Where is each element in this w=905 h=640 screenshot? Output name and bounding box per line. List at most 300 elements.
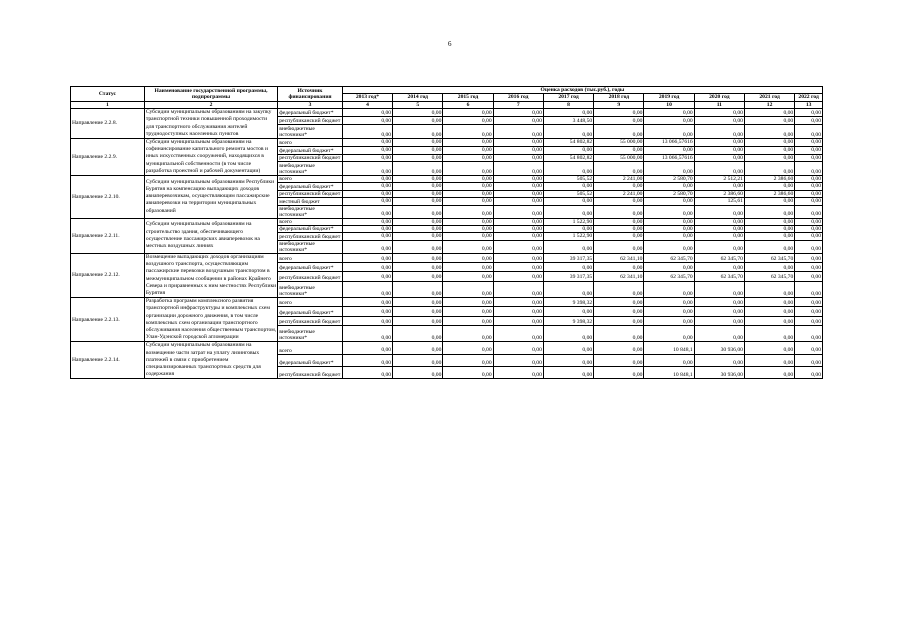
amount-cell: 0,00 xyxy=(443,154,493,162)
amount-cell: 0,00 xyxy=(493,190,543,197)
amount-cell: 1 522,90 xyxy=(543,233,593,240)
header-col-number: 2 xyxy=(144,101,277,108)
funding-source: всего xyxy=(278,298,343,307)
amount-cell: 0,00 xyxy=(644,198,694,205)
amount-cell: 505,52 xyxy=(543,176,593,183)
funding-source: федеральный бюджет* xyxy=(278,146,343,154)
amount-cell: 0,00 xyxy=(694,307,744,316)
amount-cell: 0,00 xyxy=(744,162,794,176)
amount-cell: 0,00 xyxy=(493,354,543,366)
amount-cell: 0,00 xyxy=(493,205,543,218)
amount-cell: 0,00 xyxy=(694,226,744,233)
amount-cell: 0,00 xyxy=(694,117,744,125)
amount-cell: 0,00 xyxy=(694,326,744,342)
funding-source: внебюджетные источники* xyxy=(278,240,343,253)
amount-cell: 0,00 xyxy=(393,190,443,197)
header-col-number: 11 xyxy=(694,101,744,108)
amount-cell: 0,00 xyxy=(644,205,694,218)
amount-cell: 0,00 xyxy=(795,109,823,117)
funding-source: внебюджетные источники* xyxy=(278,205,343,218)
amount-cell: 62 345,70 xyxy=(744,272,794,281)
amount-cell: 0,00 xyxy=(342,240,392,253)
amount-cell: 0,00 xyxy=(594,109,644,117)
amount-cell: 0,00 xyxy=(594,307,644,316)
amount-cell: 0,00 xyxy=(795,205,823,218)
amount-cell: 0,00 xyxy=(543,183,593,190)
amount-cell: 0,00 xyxy=(443,307,493,316)
amount-cell: 0,00 xyxy=(393,263,443,272)
amount-cell: 0,00 xyxy=(644,307,694,316)
amount-cell: 0,00 xyxy=(694,125,744,139)
amount-cell: 0,00 xyxy=(694,139,744,147)
amount-cell: 0,00 xyxy=(393,117,443,125)
amount-cell: 0,00 xyxy=(744,281,794,297)
amount-cell: 0,00 xyxy=(443,342,493,354)
amount-cell: 0,00 xyxy=(694,233,744,240)
funding-source: внебюджетные источники* xyxy=(278,326,343,342)
program-name: Субсидии муниципальным образованиям на возмещение части затрат на уплату лизинговых платежей в связи с приобретением специализированных транспортных средств для содержания xyxy=(144,342,277,379)
funding-source: федеральный бюджет* xyxy=(278,109,343,117)
amount-cell: 0,00 xyxy=(594,205,644,218)
funding-source: федеральный бюджет* xyxy=(278,226,343,233)
amount-cell: 0,00 xyxy=(493,198,543,205)
direction-status: Направление 2.2.8. xyxy=(71,109,145,139)
amount-cell: 0,00 xyxy=(493,298,543,307)
funding-source: внебюджетные источники* xyxy=(278,162,343,176)
amount-cell: 39 317,35 xyxy=(543,272,593,281)
amount-cell: 0,00 xyxy=(694,281,744,297)
amount-cell: 0,00 xyxy=(342,281,392,297)
direction-status: Направление 2.2.10. xyxy=(71,176,145,219)
header-year: 2017 год xyxy=(543,94,593,101)
amount-cell: 55 000,00 xyxy=(594,154,644,162)
amount-cell: 0,00 xyxy=(443,326,493,342)
amount-cell: 0,00 xyxy=(744,205,794,218)
table-row xyxy=(71,218,823,225)
amount-cell: 10 848,1 xyxy=(644,366,694,378)
amount-cell: 0,00 xyxy=(393,183,443,190)
direction-status: Направление 2.2.9. xyxy=(71,139,145,176)
amount-cell: 0,00 xyxy=(795,176,823,183)
amount-cell: 0,00 xyxy=(393,226,443,233)
amount-cell: 0,00 xyxy=(393,233,443,240)
amount-cell: 0,00 xyxy=(644,109,694,117)
amount-cell: 0,00 xyxy=(493,233,543,240)
header-year: 2022 год xyxy=(795,94,823,101)
amount-cell: 0,00 xyxy=(795,218,823,225)
amount-cell: 0,00 xyxy=(393,342,443,354)
amount-cell: 0,00 xyxy=(644,263,694,272)
table-row xyxy=(71,342,823,354)
amount-cell: 0,00 xyxy=(744,342,794,354)
amount-cell: 0,00 xyxy=(443,198,493,205)
header-year: 2021 год xyxy=(744,94,794,101)
amount-cell: 0,00 xyxy=(744,240,794,253)
amount-cell: 0,00 xyxy=(342,272,392,281)
header-year: 2020 год xyxy=(694,94,744,101)
amount-cell: 0,00 xyxy=(342,146,392,154)
amount-cell: 0,00 xyxy=(393,205,443,218)
amount-cell: 0,00 xyxy=(443,190,493,197)
amount-cell: 62 345,70 xyxy=(744,253,794,262)
budget-table xyxy=(70,86,823,379)
amount-cell: 0,00 xyxy=(644,226,694,233)
amount-cell: 54 802,82 xyxy=(543,154,593,162)
amount-cell: 0,00 xyxy=(744,307,794,316)
amount-cell: 0,00 xyxy=(795,354,823,366)
program-name: Субсидии муниципальным образованиям на строительство здания, обеспечивающего осуществление пассажирских авиаперевозок на местных воздушных линиях xyxy=(144,218,277,253)
amount-cell: 2 241,00 xyxy=(594,190,644,197)
amount-cell: 54 802,82 xyxy=(543,139,593,147)
program-name: Разработка программ комплексного развития транспортной инфраструктуры и комплексных схем организации дорожного движения, в том числе комплексных схем организации транспортного обслуживания населения общественным транспортом, Улан-Удэнской городской агломерации xyxy=(145,298,277,341)
amount-cell: 0,00 xyxy=(694,316,744,325)
amount-cell: 0,00 xyxy=(393,146,443,154)
amount-cell: 0,00 xyxy=(795,342,823,354)
header-year: 2013 год* xyxy=(342,94,392,101)
amount-cell: 0,00 xyxy=(342,307,392,316)
amount-cell: 0,00 xyxy=(342,198,392,205)
header-col-number: 8 xyxy=(543,101,593,108)
funding-source: всего xyxy=(278,139,343,147)
amount-cell: 0,00 xyxy=(443,117,493,125)
header-col-number: 13 xyxy=(795,101,823,108)
amount-cell: 0,00 xyxy=(744,218,794,225)
amount-cell: 0,00 xyxy=(795,233,823,240)
amount-cell: 0,00 xyxy=(493,272,543,281)
funding-source: республиканский бюджет xyxy=(278,316,343,325)
amount-cell: 0,00 xyxy=(795,117,823,125)
amount-cell: 0,00 xyxy=(594,263,644,272)
amount-cell: 55 000,00 xyxy=(594,139,644,147)
program-name: Субсидии муниципальным образованиям на закупку транспортной техники повышенной проходимости для транспортного обслуживания жителей труднодоступных населенных пунктов xyxy=(144,109,277,139)
amount-cell: 0,00 xyxy=(443,146,493,154)
header-col-number: 12 xyxy=(744,101,794,108)
amount-cell: 0,00 xyxy=(493,162,543,176)
amount-cell: 0,00 xyxy=(744,198,794,205)
amount-cell: 0,00 xyxy=(543,366,593,378)
amount-cell: 62 341,10 xyxy=(594,253,644,262)
amount-cell: 0,00 xyxy=(744,109,794,117)
amount-cell: 0,00 xyxy=(493,281,543,297)
amount-cell: 0,00 xyxy=(443,316,493,325)
amount-cell: 30 936,00 xyxy=(694,342,744,354)
amount-cell: 0,00 xyxy=(594,298,644,307)
amount-cell: 0,00 xyxy=(493,139,543,147)
amount-cell: 0,00 xyxy=(644,298,694,307)
funding-source: республиканский бюджет xyxy=(279,233,341,240)
amount-cell: 0,00 xyxy=(594,281,644,297)
amount-cell: 0,00 xyxy=(594,342,644,354)
direction-status: Направление 2.2.13. xyxy=(71,298,145,342)
amount-cell: 0,00 xyxy=(493,117,543,125)
header-estimate: Оценка расходов (тыс.руб.), годы xyxy=(342,87,822,94)
amount-cell: 0,00 xyxy=(342,298,392,307)
amount-cell: 0,00 xyxy=(744,298,794,307)
funding-source: республиканский бюджет xyxy=(278,366,343,378)
amount-cell: 9 398,32 xyxy=(543,316,593,325)
amount-cell: 0,00 xyxy=(342,226,392,233)
amount-cell: 0,00 xyxy=(443,272,493,281)
amount-cell: 0,00 xyxy=(393,307,443,316)
header-col-number: 10 xyxy=(644,101,694,108)
amount-cell: 0,00 xyxy=(493,326,543,342)
table-row xyxy=(71,176,823,183)
amount-cell: 0,00 xyxy=(393,139,443,147)
amount-cell: 0,00 xyxy=(543,162,593,176)
amount-cell: 1 522,90 xyxy=(543,218,593,225)
amount-cell: 0,00 xyxy=(443,240,493,253)
amount-cell: 0,00 xyxy=(493,183,543,190)
amount-cell: 0,00 xyxy=(795,281,823,297)
amount-cell: 0,00 xyxy=(543,263,593,272)
amount-cell: 0,00 xyxy=(393,176,443,183)
amount-cell: 0,00 xyxy=(342,183,392,190)
amount-cell: 0,00 xyxy=(342,326,392,342)
amount-cell: 0,00 xyxy=(393,354,443,366)
amount-cell: 0,00 xyxy=(543,146,593,154)
amount-cell: 505,52 xyxy=(543,190,593,197)
amount-cell: 0,00 xyxy=(594,240,644,253)
amount-cell: 2 386,60 xyxy=(744,176,794,183)
amount-cell: 0,00 xyxy=(744,366,794,378)
funding-source: всего xyxy=(278,176,343,183)
amount-cell: 0,00 xyxy=(744,154,794,162)
amount-cell: 0,00 xyxy=(493,176,543,183)
amount-cell: 0,00 xyxy=(694,218,744,225)
amount-cell: 0,00 xyxy=(795,162,823,176)
header-source: Источник финансирования xyxy=(278,87,343,102)
amount-cell: 0,00 xyxy=(443,139,493,147)
amount-cell: 0,00 xyxy=(493,218,543,225)
funding-source: внебюджетные источники* xyxy=(278,125,343,139)
amount-cell: 0,00 xyxy=(543,226,593,233)
funding-source: всего xyxy=(278,253,343,262)
amount-cell: 0,00 xyxy=(795,366,823,378)
amount-cell: 0,00 xyxy=(594,366,644,378)
amount-cell: 0,00 xyxy=(443,354,493,366)
amount-cell: 0,00 xyxy=(393,154,443,162)
amount-cell: 0,00 xyxy=(744,316,794,325)
header-col-number: 6 xyxy=(443,101,493,108)
amount-cell: 0,00 xyxy=(543,240,593,253)
amount-cell: 0,00 xyxy=(443,366,493,378)
amount-cell: 0,00 xyxy=(342,218,392,225)
amount-cell: 0,00 xyxy=(694,354,744,366)
amount-cell: 0,00 xyxy=(644,281,694,297)
amount-cell: 0,00 xyxy=(594,162,644,176)
amount-cell: 0,00 xyxy=(342,190,392,197)
amount-cell: 0,00 xyxy=(795,154,823,162)
funding-source: всего xyxy=(278,342,343,354)
amount-cell: 62 345,70 xyxy=(644,272,694,281)
amount-cell: 0,00 xyxy=(694,146,744,154)
amount-cell: 0,00 xyxy=(795,263,823,272)
amount-cell: 0,00 xyxy=(644,146,694,154)
amount-cell: 0,00 xyxy=(342,263,392,272)
amount-cell: 2 580,70 xyxy=(644,176,694,183)
table-row xyxy=(71,298,823,307)
funding-source: республиканский бюджет xyxy=(278,272,343,281)
table-row xyxy=(71,139,823,147)
amount-cell: 0,00 xyxy=(342,205,392,218)
amount-cell: 30 936,00 xyxy=(694,366,744,378)
amount-cell: 13 066,57616 xyxy=(644,154,694,162)
amount-cell: 0,00 xyxy=(594,226,644,233)
amount-cell: 0,00 xyxy=(594,354,644,366)
amount-cell: 0,00 xyxy=(393,253,443,262)
amount-cell: 0,00 xyxy=(393,109,443,117)
amount-cell: 0,00 xyxy=(694,205,744,218)
header-col-number: 9 xyxy=(594,101,644,108)
amount-cell: 0,00 xyxy=(795,146,823,154)
amount-cell: 0,00 xyxy=(644,326,694,342)
amount-cell: 0,00 xyxy=(594,125,644,139)
amount-cell: 0,00 xyxy=(744,233,794,240)
amount-cell: 0,00 xyxy=(644,125,694,139)
amount-cell: 0,00 xyxy=(342,162,392,176)
amount-cell: 0,00 xyxy=(543,125,593,139)
amount-cell: 0,00 xyxy=(795,198,823,205)
amount-cell: 0,00 xyxy=(795,326,823,342)
amount-cell: 0,00 xyxy=(393,298,443,307)
amount-cell: 0,00 xyxy=(342,125,392,139)
amount-cell: 0,00 xyxy=(594,218,644,225)
amount-cell: 0,00 xyxy=(795,240,823,253)
amount-cell: 0,00 xyxy=(493,366,543,378)
funding-source: республиканский бюджет xyxy=(279,155,341,162)
funding-source: федеральный бюджет* xyxy=(278,354,343,366)
amount-cell: 0,00 xyxy=(644,183,694,190)
amount-cell: 0,00 xyxy=(795,307,823,316)
amount-cell: 0,00 xyxy=(443,162,493,176)
amount-cell: 0,00 xyxy=(393,218,443,225)
amount-cell: 0,00 xyxy=(342,342,392,354)
amount-cell: 0,00 xyxy=(543,326,593,342)
amount-cell: 0,00 xyxy=(393,326,443,342)
amount-cell: 0,00 xyxy=(744,326,794,342)
header-col-number: 7 xyxy=(493,101,543,108)
header-program: Наименование государственной программы, подпрограммы xyxy=(144,87,277,102)
amount-cell: 0,00 xyxy=(342,366,392,378)
amount-cell: 0,00 xyxy=(694,298,744,307)
amount-cell: 0,00 xyxy=(694,162,744,176)
amount-cell: 2 386,60 xyxy=(744,190,794,197)
header-year: 2019 год xyxy=(644,94,694,101)
amount-cell: 2 580,70 xyxy=(644,190,694,197)
amount-cell: 0,00 xyxy=(443,218,493,225)
amount-cell: 0,00 xyxy=(443,176,493,183)
amount-cell: 0,00 xyxy=(493,226,543,233)
funding-source: федеральный бюджет* xyxy=(278,307,343,316)
amount-cell: 0,00 xyxy=(493,342,543,354)
amount-cell: 0,00 xyxy=(744,139,794,147)
amount-cell: 0,00 xyxy=(342,316,392,325)
amount-cell: 0,00 xyxy=(744,117,794,125)
amount-cell: 0,00 xyxy=(393,162,443,176)
amount-cell: 0,00 xyxy=(393,366,443,378)
amount-cell: 2 241,00 xyxy=(594,176,644,183)
amount-cell: 0,00 xyxy=(493,154,543,162)
amount-cell: 0,00 xyxy=(694,154,744,162)
amount-cell: 0,00 xyxy=(594,146,644,154)
amount-cell: 2 386,60 xyxy=(694,190,744,197)
amount-cell: 0,00 xyxy=(393,316,443,325)
amount-cell: 0,00 xyxy=(594,326,644,342)
program-name: Субсидии муниципальным образованиям Республики Бурятия на компенсацию выпадающих доходов авиаперевозчикам, осуществляющим пассажирские авиаперевозки на территории муниципальных образований xyxy=(144,176,277,219)
amount-cell: 0,00 xyxy=(644,218,694,225)
page-number: 6 xyxy=(448,40,452,48)
amount-cell: 0,00 xyxy=(543,342,593,354)
funding-source: федеральный бюджет* xyxy=(278,183,343,190)
amount-cell: 0,00 xyxy=(795,226,823,233)
table-row xyxy=(71,253,823,262)
amount-cell: 0,00 xyxy=(342,354,392,366)
amount-cell: 0,00 xyxy=(744,146,794,154)
amount-cell: 0,00 xyxy=(543,198,593,205)
amount-cell: 0,00 xyxy=(342,176,392,183)
amount-cell: 0,00 xyxy=(644,354,694,366)
amount-cell: 0,00 xyxy=(443,298,493,307)
amount-cell: 0,00 xyxy=(342,233,392,240)
header-year: 2014 год xyxy=(393,94,443,101)
header-year: 2018 год xyxy=(594,94,644,101)
amount-cell: 0,00 xyxy=(443,125,493,139)
amount-cell: 0,00 xyxy=(644,240,694,253)
amount-cell: 0,00 xyxy=(744,263,794,272)
amount-cell: 0,00 xyxy=(493,263,543,272)
amount-cell: 0,00 xyxy=(594,117,644,125)
amount-cell: 0,00 xyxy=(393,272,443,281)
amount-cell: 0,00 xyxy=(795,316,823,325)
amount-cell: 62 345,70 xyxy=(694,253,744,262)
amount-cell: 0,00 xyxy=(443,109,493,117)
amount-cell: 0,00 xyxy=(543,281,593,297)
amount-cell: 0,00 xyxy=(744,226,794,233)
amount-cell: 0,00 xyxy=(493,316,543,325)
funding-source: федеральный бюджет* xyxy=(278,263,343,272)
amount-cell: 0,00 xyxy=(694,263,744,272)
amount-cell: 0,00 xyxy=(443,263,493,272)
amount-cell: 39 317,35 xyxy=(543,253,593,262)
amount-cell: 0,00 xyxy=(342,139,392,147)
amount-cell: 0,00 xyxy=(795,125,823,139)
amount-cell: 0,00 xyxy=(342,117,392,125)
amount-cell: 0,00 xyxy=(795,298,823,307)
direction-status: Направление 2.2.11. xyxy=(71,218,145,253)
amount-cell: 0,00 xyxy=(342,109,392,117)
funding-source: всего xyxy=(278,218,343,225)
amount-cell: 0,00 xyxy=(795,183,823,190)
amount-cell: 0,00 xyxy=(795,139,823,147)
direction-status: Направление 2.2.14. xyxy=(71,342,145,379)
amount-cell: 0,00 xyxy=(744,125,794,139)
amount-cell: 0,00 xyxy=(393,281,443,297)
header-year: 2016 год xyxy=(493,94,543,101)
amount-cell: 0,00 xyxy=(543,354,593,366)
amount-cell: 0,00 xyxy=(594,233,644,240)
amount-cell: 0,00 xyxy=(594,183,644,190)
amount-cell: 0,00 xyxy=(493,307,543,316)
amount-cell: 0,00 xyxy=(694,240,744,253)
program-name: Возмещение выпадающих доходов организациям воздушного транспорта, осуществляющим пассажирские перевозки воздушным транспортом в межмуниципальном сообщении в районах Крайнего Севера и приравненных к ним местностях Республики Бурятия xyxy=(145,253,277,296)
amount-cell: 0,00 xyxy=(443,253,493,262)
funding-source: внебюджетные источники* xyxy=(278,281,343,297)
header-col-number: 1 xyxy=(71,101,145,108)
amount-cell: 0,00 xyxy=(443,205,493,218)
amount-cell: 0,00 xyxy=(443,281,493,297)
amount-cell: 13 066,57616 xyxy=(644,139,694,147)
amount-cell: 0,00 xyxy=(393,125,443,139)
